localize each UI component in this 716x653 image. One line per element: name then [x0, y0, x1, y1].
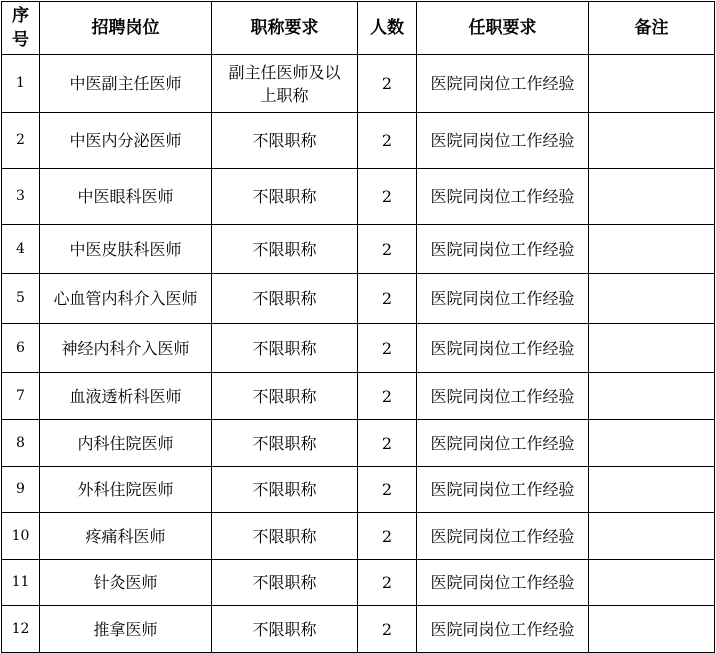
- table-row: [2, 113, 715, 169]
- cell-note: [589, 467, 715, 513]
- table-row: [2, 55, 715, 113]
- cell-count: 2: [358, 420, 417, 467]
- cell-job-requirement: 医院同岗位工作经验: [417, 324, 589, 373]
- cell-position: 推拿医师: [40, 606, 212, 653]
- cell-title-requirement: 不限职称: [212, 420, 358, 467]
- cell-job-requirement: 医院同岗位工作经验: [417, 606, 589, 653]
- table-header-row: [2, 2, 715, 55]
- cell-job-requirement: 医院同岗位工作经验: [417, 225, 589, 274]
- cell-note: [589, 420, 715, 467]
- cell-position: 血液透析科医师: [40, 373, 212, 420]
- header-note: 备注: [589, 2, 715, 55]
- table-row: [2, 420, 715, 467]
- cell-note: [589, 560, 715, 606]
- cell-note: [589, 274, 715, 324]
- table-row: [2, 467, 715, 513]
- cell-note: [589, 55, 715, 113]
- cell-title-requirement: 不限职称: [212, 513, 358, 560]
- cell-title-requirement: 副主任医师及以上职称: [212, 55, 358, 113]
- cell-title-requirement: 不限职称: [212, 113, 358, 169]
- header-job-requirement: 任职要求: [417, 2, 589, 55]
- cell-job-requirement: 医院同岗位工作经验: [417, 420, 589, 467]
- cell-count: 2: [358, 113, 417, 169]
- header-seq: 序号: [2, 2, 40, 55]
- cell-position: 中医副主任医师: [40, 55, 212, 113]
- cell-note: [589, 324, 715, 373]
- cell-note: [589, 169, 715, 225]
- cell-job-requirement: 医院同岗位工作经验: [417, 169, 589, 225]
- cell-job-requirement: 医院同岗位工作经验: [417, 513, 589, 560]
- cell-seq: 9: [2, 467, 40, 513]
- cell-position: 中医内分泌医师: [40, 113, 212, 169]
- table-row: [2, 225, 715, 274]
- table-row: [2, 560, 715, 606]
- cell-count: 2: [358, 225, 417, 274]
- cell-position: 内科住院医师: [40, 420, 212, 467]
- cell-title-requirement: 不限职称: [212, 274, 358, 324]
- cell-position: 中医皮肤科医师: [40, 225, 212, 274]
- cell-count: 2: [358, 513, 417, 560]
- cell-position: 针灸医师: [40, 560, 212, 606]
- cell-note: [589, 113, 715, 169]
- cell-note: [589, 513, 715, 560]
- cell-note: [589, 373, 715, 420]
- cell-title-requirement: 不限职称: [212, 225, 358, 274]
- cell-seq: 5: [2, 274, 40, 324]
- cell-count: 2: [358, 606, 417, 653]
- cell-title-requirement: 不限职称: [212, 169, 358, 225]
- table-row: [2, 606, 715, 653]
- cell-count: 2: [358, 55, 417, 113]
- cell-seq: 4: [2, 225, 40, 274]
- cell-job-requirement: 医院同岗位工作经验: [417, 373, 589, 420]
- cell-seq: 12: [2, 606, 40, 653]
- cell-count: 2: [358, 560, 417, 606]
- cell-position: 中医眼科医师: [40, 169, 212, 225]
- table-row: [2, 513, 715, 560]
- cell-seq: 3: [2, 169, 40, 225]
- cell-title-requirement: 不限职称: [212, 606, 358, 653]
- cell-note: [589, 225, 715, 274]
- cell-job-requirement: 医院同岗位工作经验: [417, 113, 589, 169]
- recruitment-table: [1, 1, 715, 653]
- cell-seq: 6: [2, 324, 40, 373]
- cell-title-requirement: 不限职称: [212, 560, 358, 606]
- cell-position: 神经内科介入医师: [40, 324, 212, 373]
- cell-seq: 1: [2, 55, 40, 113]
- cell-position: 外科住院医师: [40, 467, 212, 513]
- cell-seq: 10: [2, 513, 40, 560]
- cell-title-requirement: 不限职称: [212, 324, 358, 373]
- cell-title-requirement: 不限职称: [212, 467, 358, 513]
- cell-position: 心血管内科介入医师: [40, 274, 212, 324]
- cell-position: 疼痛科医师: [40, 513, 212, 560]
- cell-count: 2: [358, 467, 417, 513]
- cell-job-requirement: 医院同岗位工作经验: [417, 274, 589, 324]
- cell-count: 2: [358, 274, 417, 324]
- header-count: 人数: [358, 2, 417, 55]
- cell-seq: 7: [2, 373, 40, 420]
- cell-seq: 8: [2, 420, 40, 467]
- cell-note: [589, 606, 715, 653]
- cell-job-requirement: 医院同岗位工作经验: [417, 560, 589, 606]
- cell-job-requirement: 医院同岗位工作经验: [417, 467, 589, 513]
- table-row: [2, 324, 715, 373]
- table-row: [2, 274, 715, 324]
- table-row: [2, 373, 715, 420]
- cell-seq: 11: [2, 560, 40, 606]
- header-title-requirement: 职称要求: [212, 2, 358, 55]
- cell-seq: 2: [2, 113, 40, 169]
- cell-job-requirement: 医院同岗位工作经验: [417, 55, 589, 113]
- header-position: 招聘岗位: [40, 2, 212, 55]
- cell-count: 2: [358, 373, 417, 420]
- cell-count: 2: [358, 324, 417, 373]
- cell-count: 2: [358, 169, 417, 225]
- cell-title-requirement: 不限职称: [212, 373, 358, 420]
- table-row: [2, 169, 715, 225]
